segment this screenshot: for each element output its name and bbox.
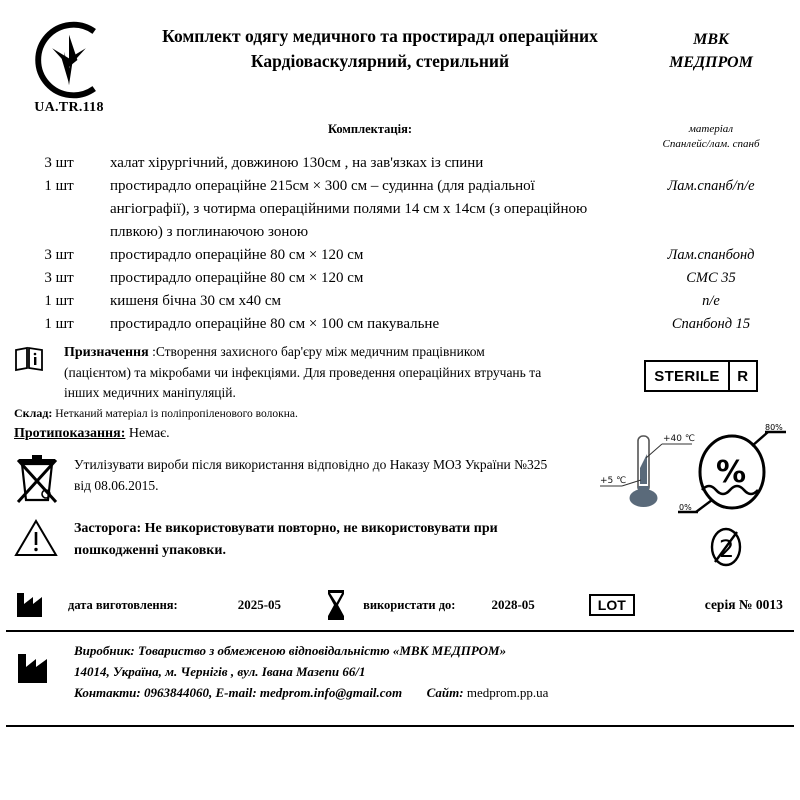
table-row [14,175,786,197]
sterile-badge-wrap [616,342,786,392]
spec-material: Спанбонд 15 [671,316,751,332]
manufacturer-label: Виробник: [74,643,135,658]
contacts-value: 0963844060, E-mail: medprom.info@gmail.com [140,685,403,700]
spec-description: простирадло операційне 80 см × 120 см [110,270,364,286]
product-title [124,18,636,74]
manufacturer-contacts [74,682,786,703]
sterilization-method: R [728,362,756,390]
spec-material: Лам.спанб/n/e [667,178,755,194]
temperature-limit-icon [600,434,695,507]
manufacturer-factory-icon [14,650,54,686]
svg-text:0%: 0% [679,503,692,512]
storage-symbols-svg [600,424,790,524]
spec-header-material-line-2: Спанлейс/лам. спанб [662,138,760,150]
site-value[interactable]: medprom.pp.ua [463,685,549,700]
purpose-label: Призначення [64,345,149,360]
product-title-line-2: Кардіоваскулярний, стерильний [250,51,510,71]
spec-material: n/e [702,293,720,309]
contacts-label: Контакти: [74,685,141,700]
brand-line-2: МЕДПРОМ [669,54,753,71]
purpose-line-3: інших медичних маніпуляцій. [64,385,236,400]
contraindications-label: Протипоказання: [14,426,126,441]
specification-rows [0,152,800,335]
table-row [14,290,786,312]
certification-code: UA.TR.118 [34,100,104,115]
spec-header-material [636,122,786,152]
sterile-label: STERILE [654,367,720,385]
svg-text:2: 2 [719,535,735,563]
storage-conditions-symbols [600,424,790,524]
brand-block [636,18,786,74]
use-by-value: 2028-05 [491,597,535,612]
label-header [0,0,800,116]
table-row [14,313,786,335]
spec-qty: 1 шт [44,178,74,194]
serial-label: серія № [704,597,753,612]
spec-description: простирадло операційне 80 см × 100 см пакувальне [110,316,440,332]
spec-qty: 1 шт [44,316,74,332]
composition-line [0,403,800,422]
contraindications-value: Немає. [125,426,170,441]
table-row [14,267,786,289]
spec-material: Лам.спанбонд [667,247,755,263]
brand-line-1: МВК [693,31,729,48]
status-badge [644,360,757,392]
lot-badge: LOT [589,594,635,616]
serial-value: 0013 [755,597,783,612]
svg-text:80%: 80% [765,424,783,432]
warning-line-1 [74,518,666,540]
manufacturer-address: 14014, Україна, м. Чернігів , вул. Івана Мазепи 66/1 [74,664,366,679]
spec-header-material-line-1: матеріал [688,123,734,135]
manufacturer-line [74,640,786,661]
svg-text:+5 ℃: +5 ℃ [600,476,627,486]
dates-row [0,582,800,630]
manufacture-date-label: дата виготовлення: [68,597,178,612]
warning-text [70,518,666,562]
svg-text:%: % [716,455,747,490]
spec-qty: 3 шт [44,247,74,263]
composition-value: Нетканий матеріал із поліпропіленового волокна. [52,408,298,420]
spec-description: кишеня бічна 30 см х40 см [110,293,282,309]
purpose-section [0,336,800,403]
purpose-icon-wrap [14,342,58,372]
disposal-line-2: від 08.06.2015. [74,478,159,493]
use-by-hourglass-icon [325,588,347,622]
spec-description: плвкою) з поглинаючою зоною [110,224,309,240]
manufacturer-section [0,632,800,703]
footer-divider-bottom [6,725,794,727]
spec-description: ангіографії), з чотирма операційними полями 14 см х 14см (з операційною [110,201,588,217]
spec-material: СМС 35 [686,270,736,286]
warning-label: Засторога: [74,521,142,536]
spec-description: халат хірургічний, довжиною 130см , на зав'язках із спини [110,155,484,171]
warning-icon-wrap [14,518,70,558]
manufacture-date-value: 2025-05 [237,597,282,612]
table-row [14,198,786,220]
warning-line-2: пошкодженні упаковки. [74,543,226,558]
svg-text:+40 ℃: +40 ℃ [663,434,695,444]
caution-triangle-icon [14,518,58,558]
disposal-text [70,454,594,496]
disposal-line-1: Утилізувати вироби після використання відповідно до Наказу МОЗ України №325 [74,457,548,472]
consult-instructions-icon [14,346,44,372]
spec-qty: 3 шт [44,270,74,286]
manufacturer-icon-wrap [14,640,70,686]
certification-mark-block [14,18,124,116]
table-row [14,244,786,266]
no-reuse-wrap [666,518,786,572]
spec-qty: 1 шт [44,293,74,309]
purpose-line-2: (пацієнтом) та мікробами чи інфекціями. Для проведення операційних втручань та [64,365,542,380]
manufacture-date-icon [14,590,46,620]
serial-number [705,597,783,613]
spec-header-qty [14,122,104,152]
purpose-line-1-rest: :Створення захисного бар'єру між медичним працівником [148,344,485,359]
product-title-line-1: Комплект одягу медичного та простирадл операційних [162,26,598,46]
composition-label: Склад: [14,406,53,420]
spec-description: простирадло операційне 80 см × 120 см [110,247,364,263]
table-row [14,152,786,174]
specification-header-row [0,122,800,152]
spec-description: простирадло операційне 215см × 300 см – судинна (для радіальної [110,178,535,194]
spec-header-description: Комплектація: [327,122,413,136]
site-label: Сайт: [426,685,464,700]
manufacturer-text [70,640,786,703]
do-not-reuse-icon [705,522,747,572]
ukraine-conformity-mark-icon [27,18,111,102]
warning-line-1-rest: Не використовувати повторно, не використовувати при [141,521,498,536]
manufacturer-value: Товариство з обмеженою відповідальністю «МВК МЕДПРОМ» [134,643,507,658]
use-by-label: використати до: [363,597,456,612]
spec-qty: 3 шт [44,155,74,171]
purpose-text [58,342,616,403]
purpose-line-1 [64,342,616,363]
disposal-icon-wrap [14,454,70,504]
table-row [14,221,786,243]
do-not-dispose-household-waste-icon [14,454,60,504]
